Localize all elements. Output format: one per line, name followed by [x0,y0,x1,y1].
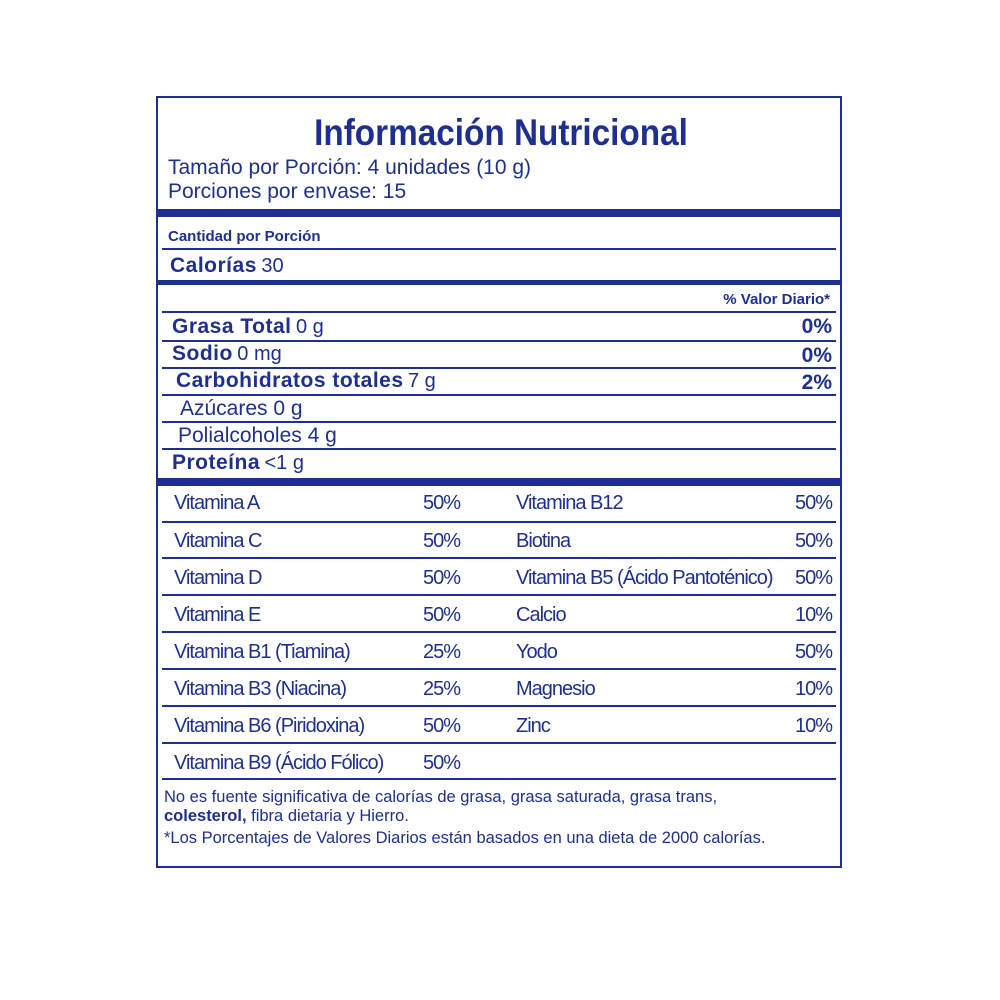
vitamin-dv: 50% [423,752,461,774]
vitamin-name: Biotina [516,530,571,552]
vitamin-dv: 50% [794,567,832,589]
vitamin-dv: 50% [423,715,461,737]
vitamin-dv: 50% [423,567,461,589]
thick-divider [158,209,840,217]
vitamin-dv: 10% [794,715,832,737]
vitamin-name: Magnesio [516,678,595,700]
vitamin-name: Vitamina C [174,530,262,552]
servings-per-container: Porciones por envase: 15 [168,180,407,203]
nutrient-dv: 2% [801,371,832,394]
divider [162,668,836,670]
divider [162,394,836,396]
vitamin-name: Calcio [516,604,566,626]
nutrient-dv: 0% [801,315,832,338]
thick-divider [158,478,840,486]
vitamin-dv: 50% [794,492,832,514]
calories-value: 30 [261,255,284,277]
vitamin-name: Vitamina B1 (Tiamina) [174,641,350,663]
daily-value-header: % Valor Diario* [723,291,830,308]
vitamin-name: Vitamina E [174,604,261,626]
nutrient-row-sodio: Sodio 0 mg [172,342,282,365]
vitamin-dv: 25% [423,641,461,663]
vitamin-dv: 50% [423,530,461,552]
vitamin-dv: 50% [794,641,832,663]
medium-divider [158,280,840,285]
vitamin-name: Yodo [516,641,557,663]
divider [162,594,836,596]
footnote-not-significant: No es fuente significativa de calorías de grasa, grasa saturada, grasa trans, colesterol, fibra dietaria y Hierro. [164,788,718,825]
vitamin-dv: 25% [423,678,461,700]
divider [162,631,836,633]
divider [162,448,836,450]
label-title: Información Nutricional [314,112,688,153]
vitamin-dv: 10% [794,678,832,700]
divider [162,248,836,250]
footnote-daily-values: *Los Porcentajes de Valores Diarios están basados en una dieta de 2000 calorías. [164,829,766,847]
calories-row [170,254,284,278]
divider [162,557,836,559]
nutrient-row-carbohidratos: Carbohidratos totales 7 g [176,369,436,392]
nutrient-row-azucares: Azúcares 0 g [180,397,303,420]
vitamin-name: Vitamina B9 (Ácido Fólico) [174,752,384,774]
serving-size: Tamaño por Porción: 4 unidades (10 g) [168,156,532,179]
vitamin-dv: 50% [794,530,832,552]
vitamin-name: Vitamina B5 (Ácido Pantoténico) [516,567,773,589]
nutrient-dv: 0% [801,344,832,367]
divider [162,778,836,780]
divider [162,705,836,707]
vitamin-name: Zinc [516,715,550,737]
divider [162,521,836,523]
vitamin-dv: 10% [794,604,832,626]
divider [162,311,836,313]
nutrient-row-polialcoholes: Polialcoholes 4 g [178,424,337,447]
vitamin-name: Vitamina A [174,492,260,514]
amount-per-serving: Cantidad por Porción [168,228,321,245]
nutrient-row-proteina: Proteína <1 g [172,451,304,474]
vitamin-dv: 50% [423,492,461,514]
divider [162,742,836,744]
vitamin-dv: 50% [423,604,461,626]
vitamin-name: Vitamina B6 (Piridoxina) [174,715,365,737]
nutrition-facts-panel [156,96,842,868]
vitamin-name: Vitamina B12 [516,492,623,514]
vitamin-name: Vitamina D [174,567,262,589]
divider [162,421,836,423]
nutrient-row-grasa-total: Grasa Total 0 g [172,315,324,338]
vitamin-name: Vitamina B3 (Niacina) [174,678,347,700]
calories-label: Calorías [170,254,257,277]
